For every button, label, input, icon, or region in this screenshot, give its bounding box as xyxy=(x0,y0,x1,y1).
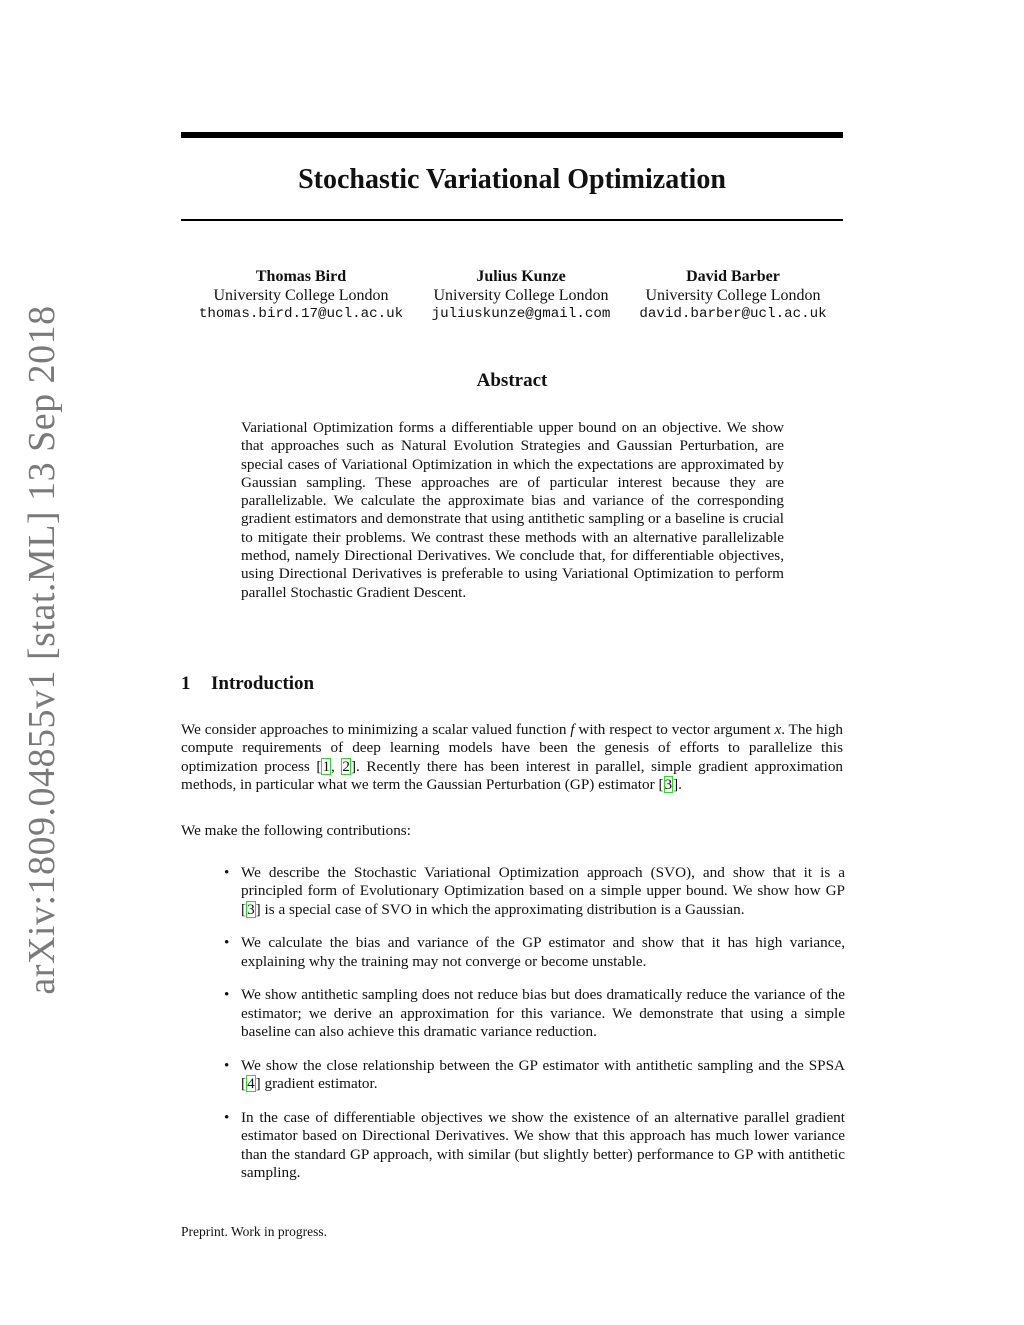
intro-paragraph-1 xyxy=(181,721,843,794)
author-1 xyxy=(199,267,403,324)
section-title: Introduction xyxy=(211,673,315,694)
text-run: ]. Recently there has been interest in parallel, simple gradient approximation methods, in particular what we term the Gaussian Perturbation (GP) estimator [ xyxy=(181,757,844,793)
citation-link[interactable]: 3 xyxy=(664,775,673,793)
title-bottom-rule xyxy=(181,219,843,221)
author-affiliation: University College London xyxy=(645,287,821,304)
author-affiliation: University College London xyxy=(213,287,389,304)
contributions-list xyxy=(181,864,845,1198)
citation-link[interactable]: 2 xyxy=(342,757,350,775)
author-email: juliuskunze@gmail.com xyxy=(431,306,611,322)
section-number: 1 xyxy=(181,673,191,694)
citation-link[interactable]: 3 xyxy=(247,900,255,918)
text-run: ] is a special case of SVO in which the approximating distribution is a Gaussian. xyxy=(255,900,745,918)
math-variable: f xyxy=(570,721,575,738)
author-email: thomas.bird.17@ucl.ac.uk xyxy=(198,306,404,322)
text-run: We describe the Stochastic Variational Optimization approach (SVO), and show that it is a principled form of Evolutionary Optimization based on a simple upper bound. We show how GP [ xyxy=(241,864,845,918)
text-run: We show the close relationship between the GP estimator with antithetic sampling and the SPSA [ xyxy=(241,1056,845,1093)
author-name: Thomas Bird xyxy=(255,268,347,285)
title-top-rule xyxy=(181,132,843,138)
bullet-icon: • xyxy=(224,1056,230,1074)
bullet-icon: • xyxy=(224,934,230,952)
text-run: . The high compute requirements of deep learning models have been the genesis of efforts to parallelize this optimization process [ xyxy=(181,721,844,775)
list-item xyxy=(181,1109,845,1182)
text-run: We show antithetic sampling does not reduce bias but does dramatically reduce the variance of the estimator; we derive an approximation for this variance. We demonstrate that using a simple baseline can also achieve this dramatic variance reduction. xyxy=(241,986,845,1041)
list-item xyxy=(181,986,845,1041)
author-2 xyxy=(432,267,611,324)
text-run: ]. xyxy=(673,775,682,793)
arxiv-identifier: arXiv:1809.04855v1 [stat.ML] 13 Sep 2018 xyxy=(21,305,63,995)
bullet-icon: • xyxy=(224,864,230,881)
bullet-icon: • xyxy=(224,1108,230,1126)
bullet-icon: • xyxy=(224,986,230,1004)
citation-link[interactable]: 4 xyxy=(247,1075,255,1093)
math-variable: x xyxy=(774,721,782,738)
preprint-note: Preprint. Work in progress. xyxy=(181,1224,328,1239)
text-run: We calculate the bias and variance of the GP estimator and show that it has high variance, explaining why the training may not converge or become unstable. xyxy=(241,934,845,970)
abstract-text: Variational Optimization forms a differentiable upper bound on an objective. We show that approaches such as Natural Evolution Strategies and Gaussian Perturbation, are special cases of Variational Optimization in which the expectations are approximated by Gaussian sampling. These approaches are of particular interest because they are parallelizable. We calculate the approximate bias and variance of the corresponding gradient estimators and demonstrate that using antithetic sampling or a baseline is crucial to mitigate their problems. We contrast these methods with an alternative parallelizable method, namely Directional Derivatives. We conclude that, for differentiable objectives, using Directional Derivatives is preferable to using Variational Optimization to perform parallel Stochastic Gradient Descent. xyxy=(241,419,784,601)
list-item xyxy=(181,934,845,971)
author-name: David Barber xyxy=(686,268,780,285)
text-run: We consider approaches to minimizing a scalar valued function xyxy=(181,721,571,738)
text-run: with respect to vector argument xyxy=(574,721,775,738)
author-3 xyxy=(639,267,826,324)
author-email: david.barber@ucl.ac.uk xyxy=(639,306,827,322)
intro-paragraph-2: We make the following contributions: xyxy=(181,822,411,839)
abstract-heading: Abstract xyxy=(476,370,548,391)
text-run: In the case of differentiable objectives we show the existence of an alternative parallel gradient estimator based on Directional Derivatives. We show that this approach has much lower variance than the standard GP approach, with similar (but slightly better) performance to GP with antithetic sampling. xyxy=(241,1108,845,1181)
text-run: ] gradient estimator. xyxy=(255,1075,378,1093)
text-run: , xyxy=(331,757,342,775)
list-item xyxy=(181,1057,845,1094)
list-item xyxy=(181,864,845,919)
section-heading-introduction xyxy=(181,673,314,695)
author-affiliation: University College London xyxy=(433,287,609,304)
paper-title: Stochastic Variational Optimization xyxy=(298,164,726,195)
author-name: Julius Kunze xyxy=(476,268,566,285)
citation-link[interactable]: 1 xyxy=(322,757,331,775)
